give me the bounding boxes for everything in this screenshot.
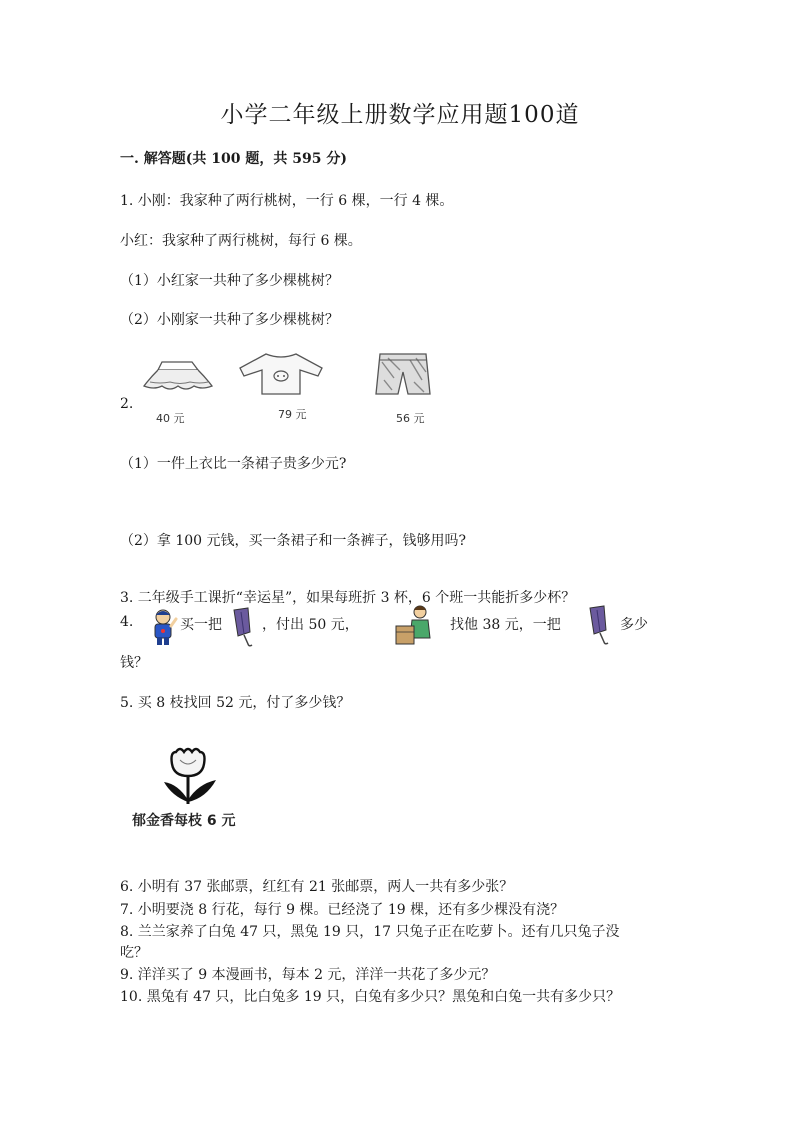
q6-text: 6. 小明有 37 张邮票，红红有 21 张邮票，两人一共有多少张？ xyxy=(120,879,514,895)
q1-sub2: （2）小刚家一共种了多少棵桃树？ xyxy=(120,312,339,328)
section-heading: 一. 解答题(共 100 题，共 595 分) xyxy=(120,151,347,167)
q4-part4: 多少 xyxy=(620,617,648,633)
q2-sub2: （2）拿 100 元钱，买一条裙子和一条裤子，钱够用吗? xyxy=(120,533,467,549)
umbrella-icon xyxy=(230,606,256,648)
umbrella-icon-2 xyxy=(586,604,612,646)
q1-line1: 1. 小刚：我家种了两行桃树，一行 6 棵，一行 4 棵。 xyxy=(120,193,454,209)
q4-part5: 钱？ xyxy=(120,655,148,671)
q10-text: 10. 黑兔有 47 只，比白兔多 19 只，白兔有多少只？黑兔和白兔一共有多少只？ xyxy=(120,989,621,1005)
boy-image xyxy=(148,607,178,647)
q1-sub1: （1）小红家一共种了多少棵桃树？ xyxy=(120,273,339,289)
q4-part2: ，付出 50 元， xyxy=(262,617,359,633)
shirt-price: 79 元 xyxy=(278,408,307,421)
shopkeeper-image xyxy=(394,602,436,646)
q9-text: 9. 洋洋买了 9 本漫画书，每本 2 元，洋洋一共花了多少元？ xyxy=(120,967,496,983)
q7-text: 7. 小明要浇 8 行花，每行 9 棵。已经浇了 19 棵，还有多少棵没有浇？ xyxy=(120,902,565,918)
q4-number: 4. xyxy=(120,614,134,630)
q4-part3: 找他 38 元，一把 xyxy=(450,617,561,633)
shirt-image xyxy=(236,350,326,398)
skirt-price: 40 元 xyxy=(156,412,185,425)
q2-number: 2. xyxy=(120,396,134,412)
tulip-caption: 郁金香每枝 6 元 xyxy=(132,813,236,829)
q5-text: 5. 买 8 枝找回 52 元，付了多少钱？ xyxy=(120,695,351,711)
shorts-image xyxy=(374,350,432,398)
q8-line2: 吃？ xyxy=(120,945,148,961)
q8-line1: 8. 兰兰家养了白兔 47 只，黑兔 19 只，17 只兔子正在吃萝卜。还有几只兔子没 xyxy=(120,924,620,940)
q3-text: 3. 二年级手工课折“幸运星”，如果每班折 3 杯，6 个班一共能折多少杯？ xyxy=(120,590,576,606)
q4-part1: 买一把 xyxy=(180,617,222,633)
page-title: 小学二年级上册数学应用题100道 xyxy=(220,102,580,128)
skirt-image xyxy=(140,356,216,396)
q2-sub1: （1）一件上衣比一条裙子贵多少元? xyxy=(120,456,347,472)
q1-line2: 小红：我家种了两行桃树，每行 6 棵。 xyxy=(120,233,362,249)
shorts-price: 56 元 xyxy=(396,412,425,425)
tulip-image xyxy=(158,744,226,806)
